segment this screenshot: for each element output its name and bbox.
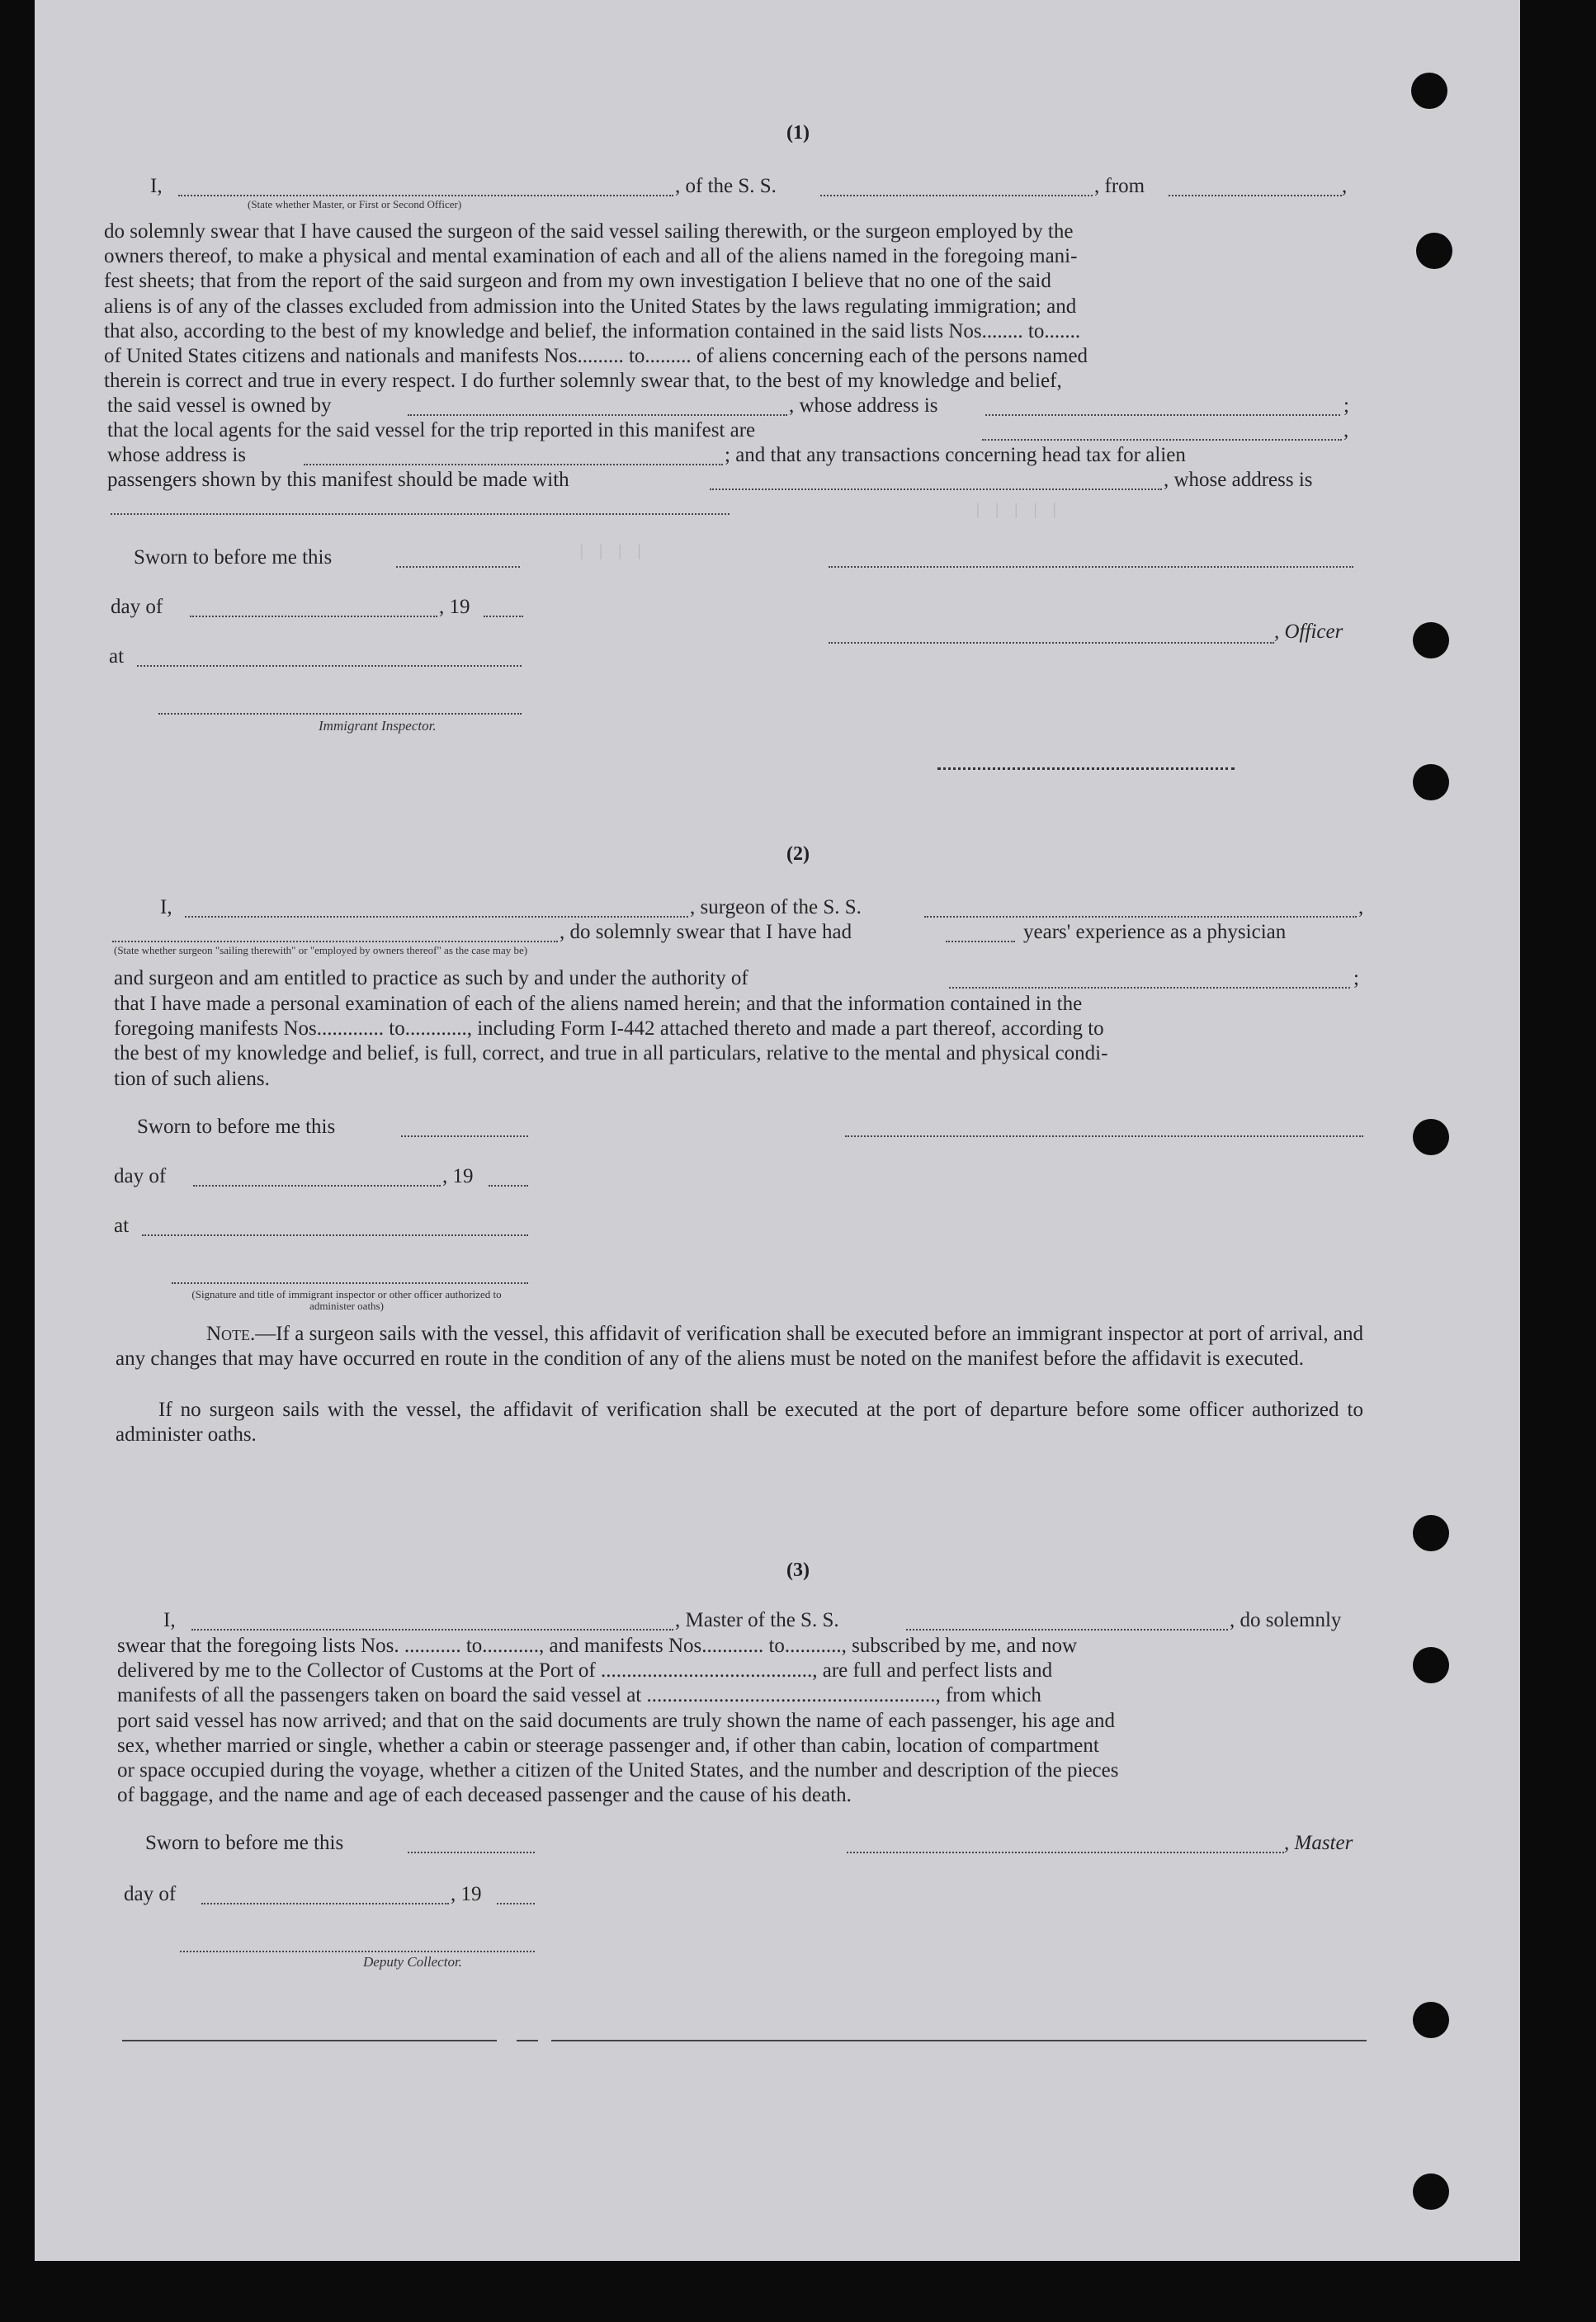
s1-owner-field[interactable] [408,414,787,416]
s3-i-label: I, [163,1609,176,1631]
binder-hole [1413,622,1449,658]
s2-swear-label: , do solemnly swear that I have had [560,921,852,943]
binder-hole [1413,1515,1449,1551]
s1-line: therein is correct and true in every respect. I do further solemnly swear that, to the best of my knowledge and belief, [104,370,1062,393]
s2-line: the best of my knowledge and belief, is full, correct, and true in all particulars, relative to the mental and physical condi- [114,1042,1108,1065]
s1-officer-signature-line[interactable] [829,642,1274,644]
s2-authority-field[interactable] [949,987,1350,989]
s2-sworn-day-field[interactable] [401,1135,528,1137]
s3-solemnly-label: , do solemnly [1230,1609,1342,1631]
s1-agents-label: that the local agents for the said vessel for the trip reported in this manifest are [107,419,756,441]
s3-line: sex, whether married or single, whether a cabin or steerage passenger and, if other than cabin, location of compartment [117,1734,1099,1757]
binder-hole [1413,764,1449,800]
section-2-number: (2) [786,843,810,865]
s3-month-field[interactable] [201,1903,449,1904]
section-3-number: (3) [786,1560,810,1581]
s1-officer-subcaption: (State whether Master, or First or Second Officer) [248,198,462,210]
s1-i-label: I, [150,175,163,197]
s1-comma: , [1342,175,1348,197]
s1-headtax-text: ; and that any transactions concerning head tax for alien [725,444,1186,466]
s3-master-signature-line[interactable] [847,1852,1284,1853]
s1-line: fest sheets; that from the report of the said surgeon and from my own investigation I believe that no one of the said [104,270,1051,293]
s1-semicolon: ; [1343,394,1349,417]
s3-year-field[interactable] [497,1903,535,1904]
s2-day-label: day of [114,1165,167,1187]
s2-comma: , [1358,896,1364,918]
binder-hole [1413,2173,1449,2210]
s1-agents-field[interactable] [982,439,1342,441]
s1-line: owners thereof, to make a physical and mental examination of each and all of the aliens named in the foregoing mani- [104,245,1078,268]
s1-whose-address-label: whose address is [107,444,247,466]
binder-hole [1411,73,1447,109]
s1-body [104,219,1353,394]
s2-body [114,992,1362,1092]
s3-line: manifests of all the passengers taken on board the said vessel at ........................................................, from which [117,1684,1041,1707]
binder-hole [1413,1647,1449,1683]
s2-semicolon: ; [1353,967,1359,989]
s2-month-field[interactable] [193,1185,441,1187]
s2-sworn-label: Sworn to before me this [137,1116,336,1138]
s1-owner-address-label: , whose address is [789,394,938,417]
s3-line: port said vessel has now arrived; and that on the said documents are truly shown the name of each passenger, his age and [117,1709,1116,1732]
s2-year-field[interactable] [489,1185,528,1187]
s2-note [116,1322,1363,1371]
s2-at-label: at [114,1215,130,1237]
s1-inspector-caption: Immigrant Inspector. [319,718,437,734]
s2-note-label: Note. [206,1323,256,1345]
s2-years-field[interactable] [946,941,1015,942]
bleed-through-mark: │ │ │ │ │ [974,503,1060,518]
s1-line: do solemnly swear that I have caused the surgeon of the said vessel sailing therewith, or the surgeon employed by the [104,220,1074,243]
s1-year-label: , 19 [439,596,470,618]
s1-officer-label: , Officer [1274,621,1343,643]
s2-vessel-field[interactable] [924,916,1357,918]
s1-sworn-label: Sworn to before me this [134,546,333,569]
s1-at-field[interactable] [137,665,522,667]
binder-hole [1416,233,1452,269]
s3-master-ss-label: , Master of the S. S. [675,1609,839,1631]
s1-whose-address-end: , whose address is [1164,469,1313,491]
s2-note-text: —If a surgeon sails with the vessel, this affidavit of verification shall be executed before an immigrant inspector at port of arrival, and any changes that may have occurred en route in the condition of any of the aliens must be noted on the manifest before the affidavit is executed. [116,1323,1363,1371]
bottom-rule-mid [517,2040,538,2041]
s1-from-label: , from [1094,175,1145,197]
s3-collector-signature-line[interactable] [180,1951,535,1952]
s1-sworn-day-field[interactable] [396,566,520,568]
s1-line: aliens is of any of the classes excluded from admission into the United States by the laws regulating immigration; and [104,295,1077,318]
s1-dotted-mark [937,767,1235,770]
s2-status-subcaption: (State whether surgeon "sailing therewith" or "employed by owners thereof" as the case may be) [114,944,528,956]
s1-line: that also, according to the best of my knowledge and belief, the information contained in the said lists Nos........ to....... [104,319,1081,342]
s2-note2: If no surgeon sails with the vessel, the affidavit of verification shall be executed at the port of departure before some officer authorized to administer oaths. [116,1399,1363,1447]
s2-year-label: , 19 [442,1165,474,1187]
s2-at-field[interactable] [142,1234,528,1236]
s3-master-name-field[interactable] [191,1629,673,1631]
s3-line: of baggage, and the name and age of each deceased passenger and the cause of his death. [117,1784,852,1807]
s1-passengers-label: passengers shown by this manifest should be made with [107,469,569,491]
s3-line: swear that the foregoing lists Nos. ........... to..........., and manifests Nos............ to..........., subscribed by me, and now [117,1635,1078,1657]
s1-headtax-agent-field[interactable] [710,488,1162,490]
s3-vessel-field[interactable] [906,1629,1228,1631]
s1-officer-field[interactable] [178,195,673,196]
s2-status-field[interactable] [112,941,558,942]
s2-line: tion of such aliens. [114,1067,270,1090]
s1-headtax-address-field[interactable] [111,513,730,515]
bottom-rule-right [551,2040,1367,2041]
s3-master-label: , Master [1284,1832,1353,1854]
s2-surgeon-name-field[interactable] [185,916,688,918]
section-1-number: (1) [786,122,810,144]
s1-month-field[interactable] [190,616,437,617]
s3-line: delivered by me to the Collector of Customs at the Port of ........................................., are full and perfect lists and [117,1659,1053,1683]
s1-agents-address-field[interactable] [304,464,723,465]
bleed-through-mark: │ │ │ │ [578,545,645,559]
s3-day-label: day of [124,1883,177,1905]
binder-hole [1413,1119,1449,1155]
s2-signature-caption: (Signature and title of immigrant inspector or other officer authorized to administer oaths) [191,1288,502,1312]
s2-line: that I have made a personal examination of each of the aliens named herein; and that the information contained in the [114,993,1083,1015]
s2-surgeon-ss-label: , surgeon of the S. S. [690,896,862,918]
s1-day-label: day of [111,596,163,618]
s2-inspector-signature-line[interactable] [172,1282,528,1284]
s2-i-label: I, [160,896,172,918]
s1-owner-address-field[interactable] [985,414,1340,416]
s2-authority-label: and surgeon and am entitled to practice as such by and under the authority of [114,967,748,989]
s2-experience-label: years' experience as a physician [1023,921,1287,943]
s1-officer-signature-top[interactable] [829,566,1353,568]
bottom-rule-left [122,2040,497,2041]
s1-agents-comma: , [1343,419,1349,441]
s1-line: of United States citizens and nationals and manifests Nos......... to......... of aliens concerning each of the persons named [104,345,1088,368]
s1-year-field[interactable] [484,616,523,617]
s1-inspector-signature-line[interactable] [158,713,522,715]
s1-owned-label: the said vessel is owned by [107,394,332,417]
s3-collector-caption: Deputy Collector. [363,1954,462,1970]
s1-at-label: at [109,645,125,668]
s2-surgeon-signature-line[interactable] [845,1135,1363,1137]
s3-line: or space occupied during the voyage, whether a citizen of the United States, and the number and description of the pieces [117,1759,1119,1782]
s3-sworn-label: Sworn to before me this [145,1832,344,1854]
s1-from-field[interactable] [1169,195,1342,196]
s2-line: foregoing manifests Nos............. to............, including Form I-442 attached thereto and made a part thereof, according to [114,1017,1104,1041]
s1-vessel-field[interactable] [820,195,1093,196]
s3-year-label: , 19 [451,1883,482,1905]
s1-of-ss-label: , of the S. S. [675,175,777,197]
binder-hole [1413,2002,1449,2038]
s3-sworn-day-field[interactable] [408,1852,535,1853]
s3-body [117,1634,1365,1808]
